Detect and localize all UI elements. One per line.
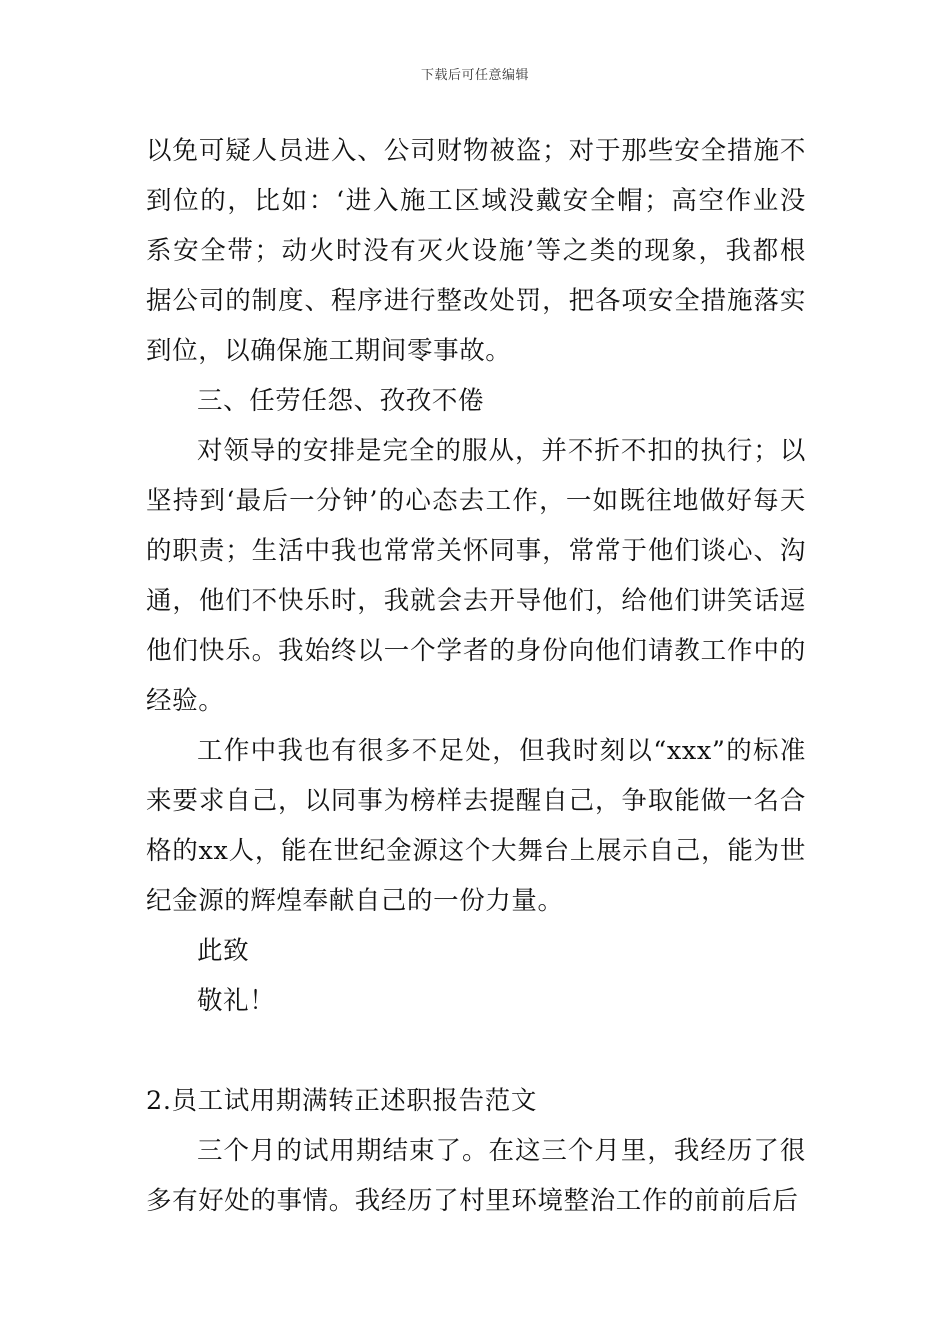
page-header-note: 下载后可任意编辑 xyxy=(420,68,529,83)
closing-regards: 敬礼！ xyxy=(197,986,276,1016)
paragraph-obedience: 对领导的安排是完全的服从，并不折不扣的执行；以坚持到‘最后一分钟’的心态去工作，一如既往地做好每天的职责；生活中我也常常关怀同事，常常于他们谈心、沟通，他们不快乐时，我就会去开导他们，给他们讲笑话逗他们快乐。我始终以一个学者的身份向他们请教工作中的经验。 xyxy=(146,436,806,716)
paragraph-shortcomings: 工作中我也有很多不足处，但我时刻以“xxx”的标准来要求自己，以同事为榜样去提醒自己，争取能做一名合格的xx人，能在世纪金源这个大舞台上展示自己，能为世纪金源的辉煌奉献自己的一份力量。 xyxy=(146,736,806,916)
closing-salutation: 此致 xyxy=(197,936,250,966)
section-heading-3: 三、任劳任怨、孜孜不倦 xyxy=(197,386,485,416)
paragraph-safety-measures: 以免可疑人员进入、公司财物被盗；对于那些安全措施不到位的，比如：‘进入施工区域没戴安全帽；高空作业没系安全带；动火时没有灭火设施’等之类的现象，我都根据公司的制度、程序进行整改处罚，把各项安全措施落实到位，以确保施工期间零事故。 xyxy=(146,136,806,366)
paragraph-probation-intro: 三个月的试用期结束了。在这三个月里，我经历了很多有好处的事情。我经历了村里环境整治工作的前前后后 xyxy=(146,1136,806,1216)
document-title-2: 2.员工试用期满转正述职报告范文 xyxy=(146,1086,537,1116)
document-body xyxy=(146,126,806,1226)
blank-line xyxy=(146,1026,806,1076)
